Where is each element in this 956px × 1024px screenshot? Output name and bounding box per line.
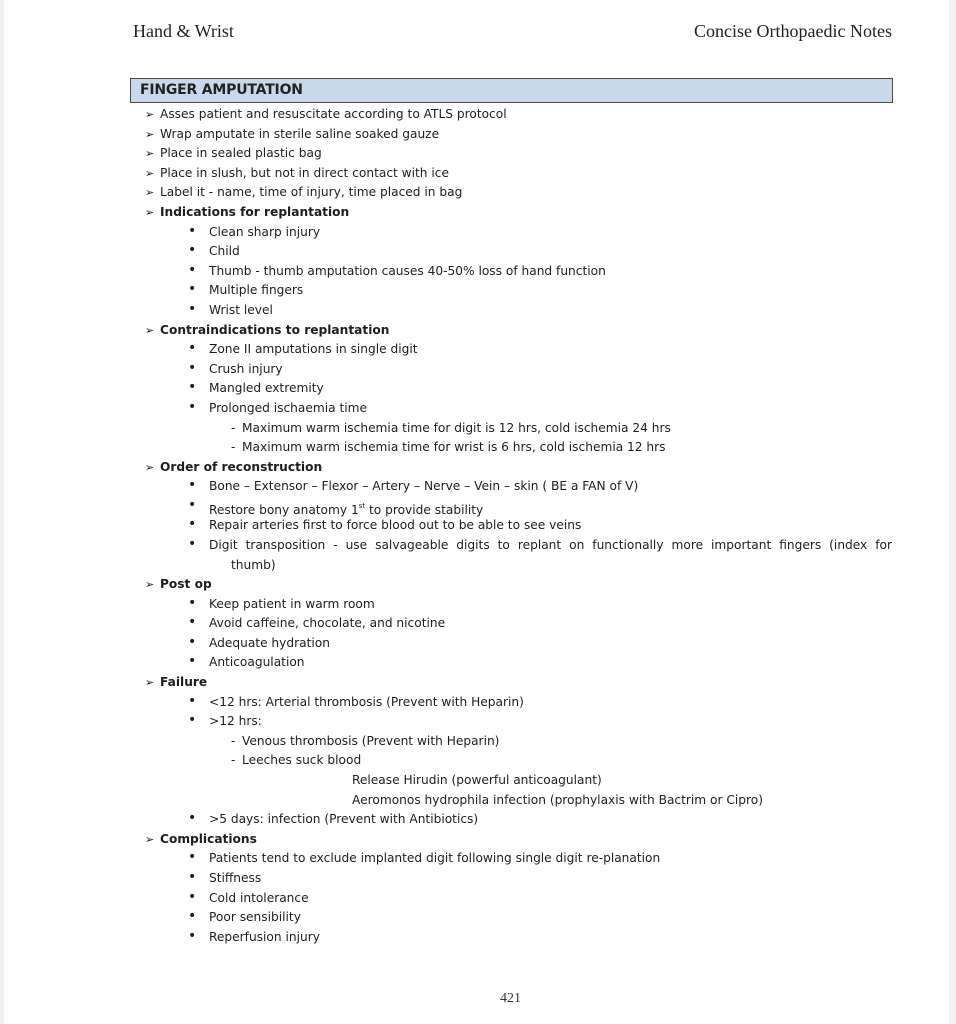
item-text: Venous thrombosis (Prevent with Heparin) <box>242 733 500 748</box>
item-text: Crush injury <box>209 361 283 376</box>
item-text: Label it - name, time of injury, time placed in bag <box>160 185 463 200</box>
item-text-part: Restore bony anatomy 1 <box>209 502 359 517</box>
bullet-icon: • <box>188 261 197 278</box>
item-text: Mangled extremity <box>209 381 324 396</box>
list-item <box>0 477 956 497</box>
item-text: Clean sharp injury <box>209 224 321 239</box>
subsection-heading-failure <box>0 673 956 693</box>
item-text: Place in slush, but not in direct contact with ice <box>160 165 449 180</box>
list-item <box>0 712 956 732</box>
page-number: 421 <box>500 991 521 1006</box>
bullet-icon: • <box>188 594 197 611</box>
arrow-bullet-icon: ➢ <box>145 578 155 592</box>
bullet-icon: • <box>188 340 197 357</box>
subsection-heading-post-op <box>0 575 956 595</box>
list-item <box>0 223 956 243</box>
item-text: Thumb - thumb amputation causes 40-50% loss of hand function <box>209 263 606 278</box>
arrow-bullet-icon: ➢ <box>145 832 155 846</box>
list-item <box>0 928 956 948</box>
item-text: Maximum warm ischemia time for digit is 12 hrs, cold ischemia 24 hrs <box>242 420 671 435</box>
item-text-line: thumb) <box>231 557 276 572</box>
heading-text: Order of reconstruction <box>160 459 323 474</box>
heading-text: Contraindications to replantation <box>160 322 390 337</box>
bullet-icon: • <box>188 810 197 827</box>
dash-bullet-icon: - <box>231 733 236 748</box>
arrow-bullet-icon: ➢ <box>145 186 155 200</box>
running-header-chapter: Hand & Wrist <box>133 21 234 41</box>
list-item <box>0 242 956 262</box>
item-text: >5 days: infection (Prevent with Antibiotics) <box>209 812 479 827</box>
indented-note <box>0 771 956 791</box>
subsection-heading-indications <box>0 203 956 223</box>
sub-list-item <box>0 732 956 752</box>
sub-list-item <box>0 438 956 458</box>
bullet-icon: • <box>188 300 197 317</box>
indented-note <box>0 791 956 811</box>
bullet-icon: • <box>188 516 197 533</box>
list-item <box>0 869 956 889</box>
bullet-icon: • <box>188 496 197 513</box>
list-item <box>0 360 956 380</box>
item-text: Cold intolerance <box>209 890 309 905</box>
dash-bullet-icon: - <box>231 753 236 768</box>
list-item <box>0 379 956 399</box>
list-item <box>0 497 956 517</box>
item-text: Bone – Extensor – Flexor – Artery – Nerve – Vein – skin ( BE a FAN of V) <box>209 479 639 494</box>
bullet-icon: • <box>188 379 197 396</box>
bullet-icon: • <box>188 242 197 259</box>
bullet-icon: • <box>188 888 197 905</box>
item-text: Leeches suck blood <box>242 753 362 768</box>
item-text: Stiffness <box>209 870 262 885</box>
list-item <box>0 105 956 125</box>
bullet-icon: • <box>188 281 197 298</box>
list-item <box>0 536 956 575</box>
list-item <box>0 614 956 634</box>
item-text: Adequate hydration <box>209 635 330 650</box>
heading-text: Complications <box>160 831 257 846</box>
item-text: Prolonged ischaemia time <box>209 400 368 415</box>
item-text: Multiple fingers <box>209 283 304 298</box>
arrow-bullet-icon: ➢ <box>145 676 155 690</box>
item-text: Keep patient in warm room <box>209 596 375 611</box>
bullet-icon: • <box>188 614 197 631</box>
section-heading-box <box>130 78 893 103</box>
list-item <box>0 399 956 419</box>
bullet-icon: • <box>188 222 197 239</box>
list-item <box>0 908 956 928</box>
arrow-bullet-icon: ➢ <box>145 108 155 121</box>
item-text: Avoid caffeine, chocolate, and nicotine <box>209 616 446 631</box>
arrow-bullet-icon: ➢ <box>145 147 155 161</box>
item-text: Aeromonos hydrophila infection (prophylaxis with Bactrim or Cipro) <box>352 792 763 807</box>
heading-text: Post op <box>160 577 212 592</box>
item-text: >12 hrs: <box>209 714 262 729</box>
list-item <box>0 595 956 615</box>
item-text: Maximum warm ischemia time for wrist is 6 hrs, cold ischemia 12 hrs <box>242 440 666 455</box>
item-text: Release Hirudin (powerful anticoagulant) <box>352 773 602 787</box>
item-text: Poor sensibility <box>209 910 301 925</box>
heading-text: Failure <box>160 675 208 690</box>
list-item <box>0 144 956 164</box>
subsection-heading-contraindications <box>0 321 956 341</box>
subsection-heading-reconstruction <box>0 458 956 478</box>
bullet-icon: • <box>188 908 197 925</box>
list-item <box>0 125 956 145</box>
item-text <box>209 536 892 575</box>
list-item <box>0 653 956 673</box>
arrow-bullet-icon: ➢ <box>145 205 155 219</box>
list-item <box>0 889 956 909</box>
bullet-icon: • <box>188 536 197 553</box>
item-text: Zone II amputations in single digit <box>209 342 418 357</box>
item-text-part: to provide stability <box>365 502 484 517</box>
item-text: Asses patient and resuscitate according to ATLS protocol <box>160 107 507 121</box>
list-item <box>0 849 956 869</box>
item-text: Repair arteries first to force blood out to be able to see veins <box>209 518 582 533</box>
bullet-icon: • <box>188 712 197 729</box>
bullet-icon: • <box>188 692 197 709</box>
bullet-icon: • <box>188 633 197 650</box>
list-item <box>0 634 956 654</box>
sub-list-item <box>0 751 956 771</box>
list-item <box>0 810 956 830</box>
item-text: Anticoagulation <box>209 655 305 670</box>
section-title: FINGER AMPUTATION <box>140 82 303 98</box>
list-item <box>0 262 956 282</box>
item-text: <12 hrs: Arterial thrombosis (Prevent with Heparin) <box>209 694 524 709</box>
dash-bullet-icon: - <box>231 440 236 455</box>
item-text: Place in sealed plastic bag <box>160 146 322 161</box>
dash-bullet-icon: - <box>231 420 236 435</box>
bullet-icon: • <box>188 398 197 415</box>
arrow-bullet-icon: ➢ <box>145 323 155 337</box>
bullet-icon: • <box>188 359 197 376</box>
superscript: st <box>358 501 366 510</box>
bullet-icon: • <box>188 868 197 885</box>
list-item <box>0 164 956 184</box>
list-item <box>0 183 956 203</box>
bullet-icon: • <box>188 653 197 670</box>
bullet-icon: • <box>188 477 197 494</box>
item-text-line: Digit transposition - use salvageable digits to replant on functionally more important fingers (index for <box>209 538 892 553</box>
item-text: Patients tend to exclude implanted digit following single digit re-planation <box>209 851 661 866</box>
arrow-bullet-icon: ➢ <box>145 460 155 474</box>
list-item <box>0 516 956 536</box>
item-text: Child <box>209 244 240 259</box>
notes-content <box>0 105 956 947</box>
list-item <box>0 281 956 301</box>
arrow-bullet-icon: ➢ <box>145 166 155 180</box>
bullet-icon: • <box>188 927 197 944</box>
subsection-heading-complications <box>0 830 956 850</box>
item-text: Reperfusion injury <box>209 929 320 944</box>
list-item <box>0 693 956 713</box>
list-item <box>0 340 956 360</box>
running-header-book-title: Concise Orthopaedic Notes <box>694 21 892 41</box>
item-text: Wrap amputate in sterile saline soaked gauze <box>160 126 440 141</box>
list-item <box>0 301 956 321</box>
bullet-icon: • <box>188 849 197 866</box>
heading-text: Indications for replantation <box>160 204 350 219</box>
item-text: Wrist level <box>209 302 273 317</box>
sub-list-item <box>0 419 956 439</box>
arrow-bullet-icon: ➢ <box>145 127 155 141</box>
